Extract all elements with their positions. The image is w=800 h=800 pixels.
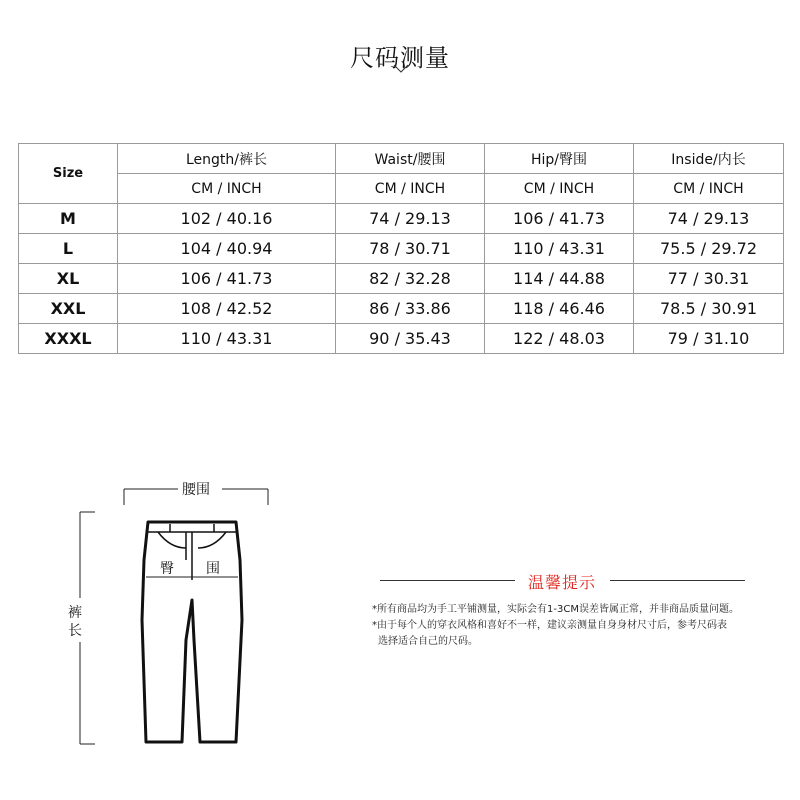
table-cell: 74 / 29.13 [634,204,784,234]
table-cell: 106 / 41.73 [485,204,634,234]
table-cell: 79 / 31.10 [634,324,784,354]
tip-line-1: *所有商品均为手工平铺测量，实际会有1-3CM误差皆属正常，并非商品质量问题。 [372,604,739,615]
table-cell: 106 / 41.73 [118,264,336,294]
table-cell: 122 / 48.03 [485,324,634,354]
tip-line-3: 选择适合自己的尺码。 [378,636,478,647]
size-cell: L [19,234,118,264]
unit-header-hip: CM / INCH [485,174,634,204]
size-column-header: Size [19,144,118,204]
table-cell: 82 / 32.28 [336,264,485,294]
unit-header-inside: CM / INCH [634,174,784,204]
table-cell: 90 / 35.43 [336,324,485,354]
table-cell: 118 / 46.46 [485,294,634,324]
column-header-length: Length/裤长 [118,144,336,174]
table-cell: 108 / 42.52 [118,294,336,324]
table-cell: 78.5 / 30.91 [634,294,784,324]
column-header-waist: Waist/腰围 [336,144,485,174]
size-cell: XL [19,264,118,294]
column-header-hip: Hip/臀围 [485,144,634,174]
column-header-inside: Inside/内长 [634,144,784,174]
unit-header-length: CM / INCH [118,174,336,204]
tips-text [372,602,792,650]
table-cell: 114 / 44.88 [485,264,634,294]
length-measure-line [80,512,95,744]
tips-title: 温馨提示 [528,573,597,592]
unit-header-waist: CM / INCH [336,174,485,204]
page-title: 尺码测量 [350,44,450,72]
tips-divider-left [380,580,515,581]
hip-label-left: 臀 [160,561,174,577]
length-label-top: 裤 [68,605,82,621]
length-label-bottom: 长 [68,623,82,639]
table-cell: 75.5 / 29.72 [634,234,784,264]
table-cell: 102 / 40.16 [118,204,336,234]
size-cell: XXL [19,294,118,324]
table-cell: 77 / 30.31 [634,264,784,294]
table-cell: 86 / 33.86 [336,294,485,324]
hip-label-right: 围 [206,561,220,577]
table-cell: 74 / 29.13 [336,204,485,234]
tip-line-2: *由于每个人的穿衣风格和喜好不一样，建议亲测量自身身材尺寸后，参考尺码表 [372,620,727,631]
tips-divider-right [610,580,745,581]
size-cell: XXXL [19,324,118,354]
table-cell: 78 / 30.71 [336,234,485,264]
table-cell: 110 / 43.31 [485,234,634,264]
table-cell: 110 / 43.31 [118,324,336,354]
waist-label: 腰围 [182,482,210,498]
size-cell: M [19,204,118,234]
table-cell: 104 / 40.94 [118,234,336,264]
